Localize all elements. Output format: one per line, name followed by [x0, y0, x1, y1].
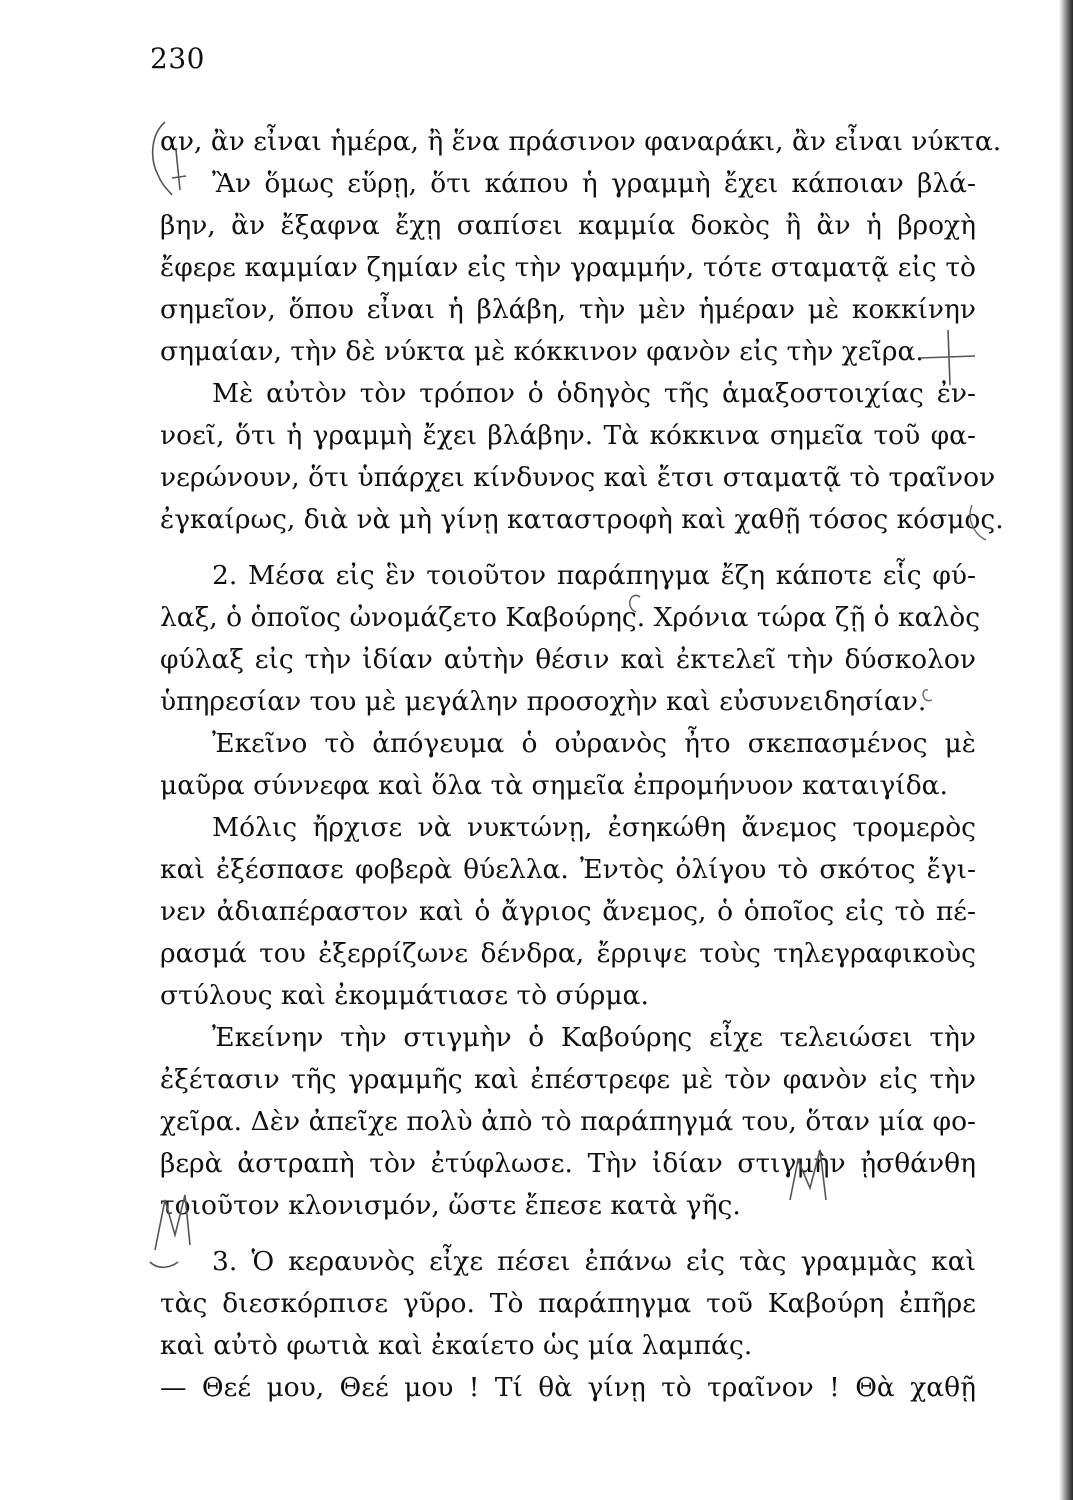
- page-edge-shadow: [1059, 0, 1073, 1500]
- text-line: Ἐκείνην τὴν στιγμὴν ὁ Καβούρης εἶχε τελειώσει τὴν: [212, 1022, 976, 1053]
- text-line: σημαίαν, τὴν δὲ νύκτα μὲ κόκκινον φανὸν εἰς τὴν χεῖρα.: [160, 336, 924, 367]
- text-line: νερώνουν, ὅτι ὑπάρχει κίνδυνος καὶ ἔτσι σταματᾷ τὸ τραῖνον: [160, 462, 996, 493]
- text-line: Μόλις ἤρχισε νὰ νυκτώνῃ, ἐσηκώθη ἄνεμος τρομερὸς: [212, 812, 976, 843]
- text-line: στύλους καὶ ἐκομμάτιασε τὸ σύρμα.: [160, 980, 649, 1011]
- text-line: σημεῖον, ὅπου εἶναι ἡ βλάβη, τὴν μὲν ἡμέραν μὲ κοκκίνην: [160, 294, 976, 325]
- page-number: 230: [150, 42, 205, 75]
- text-line: Μὲ αὐτὸν τὸν τρόπον ὁ ὁδηγὸς τῆς ἁμαξοστοιχίας ἐν-: [212, 378, 976, 409]
- text-line: μαῦρα σύννεφα καὶ ὅλα τὰ σημεῖα ἐπρομήνυον καταιγίδα.: [160, 770, 948, 801]
- text-line: Ἐκεῖνο τὸ ἀπόγευμα ὁ οὐρανὸς ἦτο σκεπασμένος μὲ: [212, 728, 976, 759]
- text-line: νοεῖ, ὅτι ἡ γραμμὴ ἔχει βλάβην. Τὰ κόκκινα σημεῖα τοῦ φα-: [160, 420, 976, 451]
- text-line: ἐγκαίρως, διὰ νὰ μὴ γίνῃ καταστροφὴ καὶ χαθῇ τόσος κόσμος.: [160, 504, 1004, 535]
- text-line: ἔφερε καμμίαν ζημίαν εἰς τὴν γραμμήν, τότε σταματᾷ εἰς τὸ: [160, 252, 976, 283]
- text-line: — Θεέ μου, Θεέ μου ! Τί θὰ γίνῃ τὸ τραῖνον ! Θὰ χαθῇ: [160, 1372, 976, 1403]
- text-line: Ἂν ὅμως εὕρῃ, ὅτι κάπου ἡ γραμμὴ ἔχει κάποιαν βλά-: [212, 168, 976, 199]
- text-line: ὑπηρεσίαν του μὲ μεγάλην προσοχὴν καὶ εὐσυνειδησίαν.: [160, 686, 927, 717]
- text-line: καὶ αὐτὸ φωτιὰ καὶ ἐκαίετο ὡς μία λαμπάς.: [160, 1330, 753, 1361]
- text-line: 2. Μέσα εἰς ἓν τοιοῦτον παράπηγμα ἔζη κάποτε εἷς φύ-: [212, 560, 976, 591]
- text-line: ἐξέτασιν τῆς γραμμῆς καὶ ἐπέστρεφε μὲ τὸν φανὸν εἰς τὴν: [160, 1064, 976, 1095]
- text-line: φύλαξ εἰς τὴν ἰδίαν αὐτὴν θέσιν καὶ ἐκτελεῖ τὴν δύσκολον: [160, 644, 976, 675]
- text-line: βερὰ ἀστραπὴ τὸν ἐτύφλωσε. Τὴν ἰδίαν στιγμὴν ᾐσθάνθη: [160, 1148, 976, 1179]
- text-line: χεῖρα. Δὲν ἀπεῖχε πολὺ ἀπὸ τὸ παράπηγμά του, ὅταν μία φο-: [160, 1106, 976, 1137]
- text-line: νεν ἀδιαπέραστον καὶ ὁ ἄγριος ἄνεμος, ὁ ὁποῖος εἰς τὸ πέ-: [160, 896, 976, 927]
- text-line: τὰς διεσκόρπισε γῦρο. Τὸ παράπηγμα τοῦ Καβούρη ἐπῆρε: [160, 1288, 976, 1319]
- text-line: 3. Ὁ κεραυνὸς εἶχε πέσει ἐπάνω εἰς τὰς γραμμὰς καὶ: [212, 1246, 976, 1277]
- text-line: τοιοῦτον κλονισμόν, ὥστε ἔπεσε κατὰ γῆς.: [160, 1190, 741, 1221]
- text-line: αν, ἂν εἶναι ἡμέρα, ἢ ἕνα πράσινον φαναράκι, ἂν εἶναι νύκτα.: [160, 126, 1002, 157]
- text-line: λαξ, ὁ ὁποῖος ὠνομάζετο Καβούρης. Χρόνια τώρα ζῇ ὁ καλὸς: [160, 602, 981, 633]
- text-line: βην, ἂν ἔξαφνα ἔχῃ σαπίσει καμμία δοκὸς ἢ ἂν ἡ βροχὴ: [160, 210, 976, 241]
- text-line: καὶ ἐξέσπασε φοβερὰ θύελλα. Ἐντὸς ὀλίγου τὸ σκότος ἔγι-: [160, 854, 976, 885]
- text-line: ρασμά του ἐξερρίζωνε δένδρα, ἔρριψε τοὺς τηλεγραφικοὺς: [160, 938, 976, 969]
